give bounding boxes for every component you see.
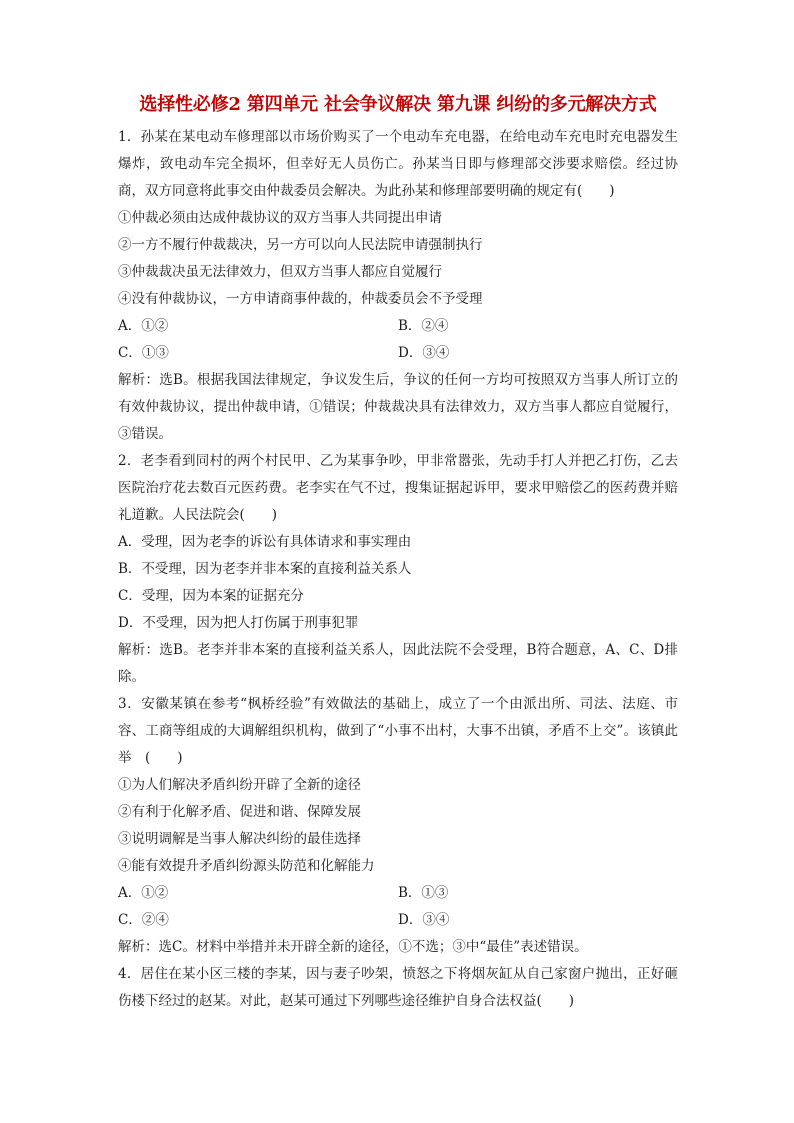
statement-item: ④能有效提升矛盾纠纷源头防范和化解能力	[118, 858, 375, 874]
statement-item: ②一方不履行仲裁裁决，另一方可以向人民法院申请强制执行	[118, 237, 483, 253]
option-a: A．受理，因为老李的诉讼有具体请求和事实理由	[118, 534, 412, 550]
question-3	[118, 691, 678, 961]
options-row	[118, 313, 678, 340]
option-b: B．不受理，因为老李并非本案的直接利益关系人	[118, 561, 412, 577]
statement-item: ②有利于化解矛盾、促进和谐、保障发展	[118, 804, 361, 820]
options-row	[118, 880, 678, 907]
option-b: B．①③	[398, 885, 449, 901]
document-page	[118, 92, 678, 1015]
question-1	[118, 124, 678, 448]
statement-item: ④没有仲裁协议，一方申请商事仲裁的，仲裁委员会不予受理	[118, 291, 483, 307]
question-2	[118, 448, 678, 691]
analysis-text: 解析：选B。老李并非本案的直接利益关系人，因此法院不会受理，B符合题意，A、C、D排除。	[118, 642, 678, 685]
options-row	[118, 907, 678, 934]
question-stem: 2．老李看到同村的两个村民甲、乙为某事争吵，甲非常嚣张，先动手打人并把乙打伤，乙去医院治疗花去数百元医药费。老李实在气不过，搜集证据起诉甲，要求甲赔偿乙的医药费并赔礼道歉。人民法院会( )	[118, 453, 678, 523]
option-d: D．③④	[398, 912, 450, 928]
option-a: A．①②	[118, 885, 169, 901]
statement-item: ③仲裁裁决虽无法律效力，但双方当事人都应自觉履行	[118, 264, 442, 280]
option-c: C．①③	[118, 345, 169, 361]
question-stem: 3．安徽某镇在参考“枫桥经验”有效做法的基础上，成立了一个由派出所、司法、法庭、市容、工商等组成的大调解组织机构，做到了“小事不出村，大事不出镇，矛盾不上交”。该镇此举 ( )	[118, 696, 678, 766]
question-stem: 1．孙某在某电动车修理部以市场价购买了一个电动车充电器，在给电动车充电时充电器发生爆炸，致电动车完全损坏，但幸好无人员伤亡。孙某当日即与修理部交涉要求赔偿。经过协商，双方同意将此事交由仲裁委员会解决。为此孙某和修理部要明确的规定有( )	[118, 129, 678, 199]
option-c: C．②④	[118, 912, 169, 928]
option-d: D．③④	[398, 345, 450, 361]
option-a: A．①②	[118, 318, 169, 334]
option-b: B．②④	[398, 318, 449, 334]
page-title: 选择性必修2 第四单元 社会争议解决 第九课 纠纷的多元解决方式	[139, 94, 657, 115]
option-d: D．不受理，因为把人打伤属于刑事犯罪	[118, 615, 359, 631]
statement-item: ③说明调解是当事人解决纠纷的最佳选择	[118, 831, 361, 847]
question-4	[118, 961, 678, 1015]
analysis-text: 解析：选C。材料中举措并未开辟全新的途径，①不选；③中“最佳”表述错误。	[118, 939, 588, 955]
option-c: C．受理，因为本案的证据充分	[118, 588, 304, 604]
statement-item: ①为人们解决矛盾纠纷开辟了全新的途径	[118, 777, 361, 793]
analysis-text: 解析：选B。根据我国法律规定，争议发生后，争议的任何一方均可按照双方当事人所订立的有效仲裁协议，提出仲裁申请，①错误；仲裁裁决具有法律效力，双方当事人都应自觉履行，③错误。	[118, 372, 678, 442]
question-stem: 4．居住在某小区三楼的李某，因与妻子吵架，愤怒之下将烟灰缸从自己家窗户抛出，正好砸伤楼下经过的赵某。对此，赵某可通过下列哪些途径维护自身合法权益( )	[118, 966, 678, 1009]
options-row	[118, 340, 678, 367]
statement-item: ①仲裁必须由达成仲裁协议的双方当事人共同提出申请	[118, 210, 442, 226]
